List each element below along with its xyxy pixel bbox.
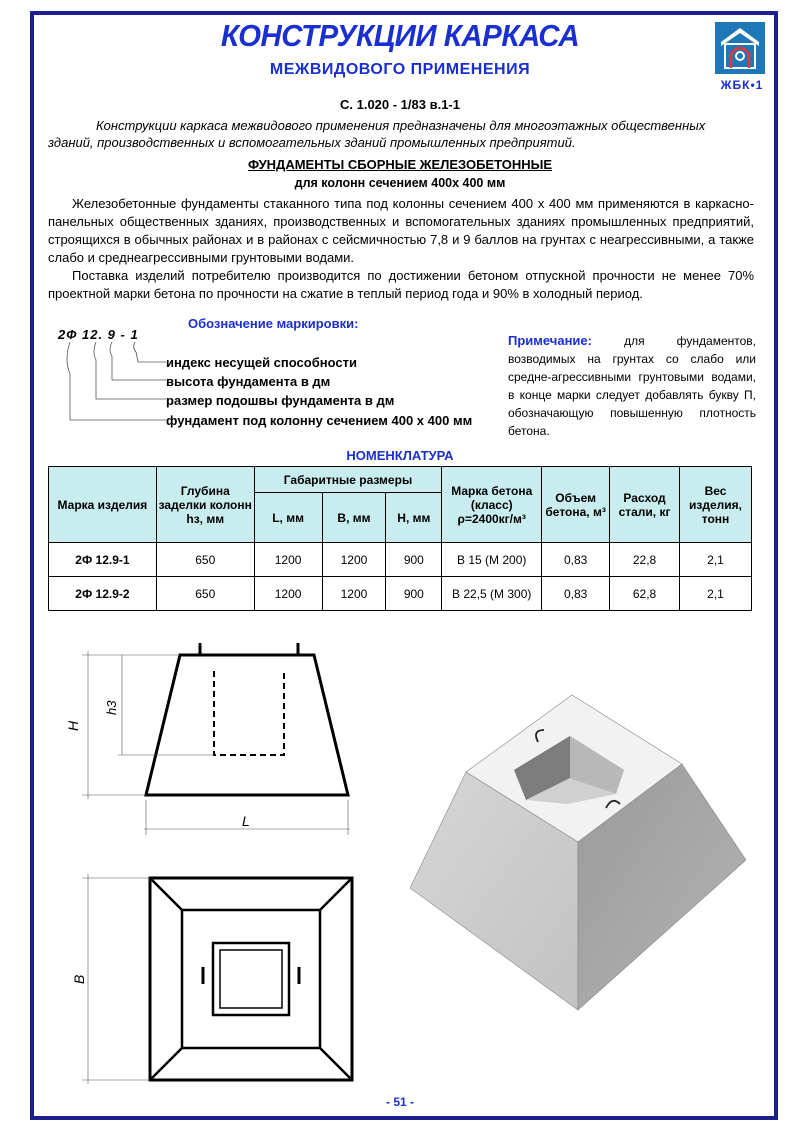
section-subtitle: для колонн сечением 400х 400 мм	[294, 176, 506, 190]
header-weight: Вес изделия, тонн	[679, 467, 751, 543]
label-H: H	[65, 720, 81, 731]
header-L: L, мм	[254, 493, 322, 543]
legend-capacity-index: индекс несущей способности	[166, 355, 357, 370]
header-depth: Глубина заделки колонн hз, мм	[156, 467, 254, 543]
legend-base-size: размер подошвы фундамента в дм	[166, 393, 395, 408]
cell-L: 1200	[254, 577, 322, 611]
cell-steel: 62,8	[610, 577, 680, 611]
cell-mark: 2Ф 12.9-2	[49, 577, 157, 611]
logo-text: ЖБК•1	[720, 78, 764, 92]
table-row	[49, 577, 752, 611]
paragraph-delivery: Поставка изделий потребителю производится по достижении бетоном отпускной прочности не менее 70% проектной марки бетона по прочности на сжатие в теплый период года и 90% в холодный период.	[48, 268, 754, 301]
header-volume: Объем бетона, м³	[542, 467, 610, 543]
company-logo	[715, 22, 765, 74]
nomenclature-table	[48, 466, 752, 611]
cell-volume: 0,83	[542, 577, 610, 611]
header-B: B, мм	[322, 493, 386, 543]
header-mark: Марка изделия	[49, 467, 157, 543]
legend-height: высота фундамента в дм	[166, 374, 331, 389]
cell-B: 1200	[322, 577, 386, 611]
intro-text: Конструкции каркаса межвидового применения предназначены для многоэтажных общественных зданий, производственных и вспомогательных зданий промышленных предприятий.	[48, 118, 706, 150]
label-h3: h3	[104, 700, 119, 715]
cell-H: 900	[386, 577, 442, 611]
marking-code: 2Ф 12. 9 - 1	[58, 327, 139, 342]
label-L: L	[242, 813, 250, 829]
table-row	[49, 543, 752, 577]
series-code: С. 1.020 - 1/83 в.1-1	[339, 97, 460, 112]
header-dimensions: Габаритные размеры	[254, 467, 442, 493]
header-H: H, мм	[386, 493, 442, 543]
cell-L: 1200	[254, 543, 322, 577]
cell-weight: 2,1	[679, 577, 751, 611]
cell-concrete: В 22,5 (М 300)	[442, 577, 542, 611]
cell-volume: 0,83	[542, 543, 610, 577]
marking-leader-lines	[60, 340, 170, 430]
page-title: КОНСТРУКЦИИ КАРКАСА	[220, 18, 580, 53]
isometric-render	[410, 690, 755, 1015]
label-B: B	[71, 974, 87, 984]
plan-drawing	[70, 870, 370, 1090]
nomenclature-heading: НОМЕНКЛАТУРА	[346, 448, 454, 463]
cell-mark: 2Ф 12.9-1	[49, 543, 157, 577]
cell-weight: 2,1	[679, 543, 751, 577]
marking-heading: Обозначение маркировки:	[188, 316, 359, 331]
logo-emblem	[715, 22, 765, 74]
note-label: Примечание:	[508, 333, 592, 348]
header-steel: Расход стали, кг	[610, 467, 680, 543]
page-subtitle: МЕЖВИДОВОГО ПРИМЕНЕНИЯ	[269, 61, 531, 78]
note-block	[508, 332, 756, 440]
note-text: для фундаментов, возводимых на грунтах со слабо или средне-агрессивными грунтовыми водами, в конце марки следует добавлять букву П, обозначающую повышенную плотность бетона.	[508, 334, 756, 438]
section-title: ФУНДАМЕНТЫ СБОРНЫЕ ЖЕЛЕЗОБЕТОННЫЕ	[247, 157, 553, 172]
cell-B: 1200	[322, 543, 386, 577]
paragraph-application: Железобетонные фундаменты стаканного типа под колонны сечением 400 х 400 мм применяются в каркасно-панельных общественных зданиях, производственных и вспомогательных зданиях промышленных предприятий, строящихся в обычных районах и в районах с сейсмичностью 7,8 и 9 баллов на грунтах с неагрессивными, а также слабо и среднеагрессивными грунтовыми водами.	[48, 196, 754, 265]
cell-steel: 22,8	[610, 543, 680, 577]
legend-column-section: фундамент под колонну сечением 400 х 400 мм	[166, 413, 473, 428]
page-number: - 51 -	[385, 1095, 414, 1109]
cell-depth: 650	[156, 577, 254, 611]
cell-depth: 650	[156, 543, 254, 577]
header-concrete: Марка бетона (класс) ρ=2400кг/м³	[442, 467, 542, 543]
elevation-drawing	[60, 635, 370, 845]
cell-H: 900	[386, 543, 442, 577]
cell-concrete: В 15 (М 200)	[442, 543, 542, 577]
